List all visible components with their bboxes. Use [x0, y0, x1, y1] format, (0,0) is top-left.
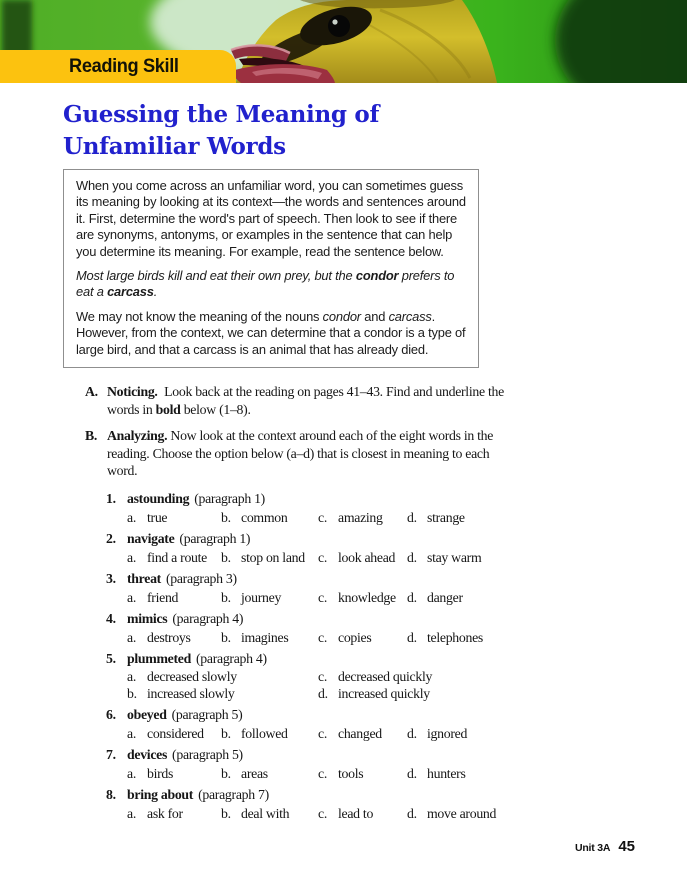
page-title	[63, 99, 639, 163]
option-text: look ahead	[338, 549, 396, 565]
item-heading	[127, 609, 639, 628]
item-paragraph-ref: (paragraph 4)	[195, 650, 267, 666]
option-key: c.	[318, 589, 327, 605]
options-row	[127, 764, 639, 783]
option-key: d.	[407, 805, 417, 821]
option-text: increased slowly	[147, 686, 235, 702]
item-heading	[127, 489, 639, 508]
option-text: friend	[147, 589, 179, 605]
option-text: birds	[147, 765, 174, 781]
exercise-a-instruction	[85, 383, 639, 418]
option-key: b.	[221, 765, 231, 781]
option-a	[127, 724, 221, 743]
option-text: danger	[427, 589, 463, 605]
item-paragraph-ref: (paragraph 3)	[165, 570, 237, 586]
option-text: increased quickly	[338, 686, 430, 702]
page-title-line2: Unfamiliar Words	[63, 133, 286, 160]
item-number: 8.	[106, 786, 116, 802]
option-a	[127, 508, 221, 527]
option-key: c.	[318, 725, 327, 741]
option-text: lead to	[338, 805, 374, 821]
item-word: devices	[127, 746, 168, 762]
option-text: ask for	[147, 805, 183, 821]
item-paragraph-ref: (paragraph 4)	[172, 610, 244, 626]
item-heading	[127, 705, 639, 724]
option-text: decreased slowly	[147, 668, 237, 684]
intro-paragraph: When you come across an unfamiliar word, you can sometimes guess its meaning by looking at its context—the words and sentences around it. First, determine the word's part of speech. Then look to see if there are synonyms, antonyms, or examples in the sentence that can help you determine its meaning. For example, read the sentence below.	[76, 178, 466, 259]
page-number: 45	[618, 838, 635, 855]
option-key: b.	[221, 509, 231, 525]
option-key: c.	[318, 629, 327, 645]
option-key: b.	[221, 589, 231, 605]
item-options	[127, 804, 639, 823]
option-key: a.	[127, 629, 136, 645]
exercise-a-text: Noticing. Look back at the reading on pages 41–43. Find and underline the words in bold below (1–8).	[107, 384, 504, 417]
option-a	[127, 628, 221, 647]
options-row	[127, 724, 639, 743]
options-row	[127, 588, 639, 607]
options-row	[127, 628, 639, 647]
option-text: strange	[427, 509, 465, 525]
options-row	[127, 804, 639, 823]
option-text: ignored	[427, 725, 468, 741]
exercise-b-text: Analyzing. Now look at the context around each of the eight words in the reading. Choose the option below (a–d) that is closest in meaning to each word.	[107, 428, 494, 479]
option-key: a.	[127, 668, 136, 684]
option-key: b.	[221, 805, 231, 821]
option-b	[127, 685, 318, 703]
option-b	[221, 724, 318, 743]
option-key: a.	[127, 805, 136, 821]
option-text: common	[241, 509, 288, 525]
option-text: tools	[338, 765, 364, 781]
item-options	[127, 508, 639, 527]
option-key: b.	[221, 549, 231, 565]
option-text: areas	[241, 765, 268, 781]
item-options	[127, 764, 639, 783]
exercise-b-label: B.	[85, 428, 98, 444]
option-text: destroys	[147, 629, 191, 645]
item-number: 7.	[106, 746, 116, 762]
item-number: 6.	[106, 706, 116, 722]
options-row	[127, 548, 639, 567]
option-key: a.	[127, 765, 136, 781]
option-key: a.	[127, 549, 136, 565]
option-key: c.	[318, 805, 327, 821]
item-heading	[127, 649, 639, 668]
item-paragraph-ref: (paragraph 5)	[171, 706, 243, 722]
option-text: stop on land	[241, 549, 305, 565]
item-options	[127, 548, 639, 567]
item-options	[127, 628, 639, 647]
option-d	[407, 508, 639, 527]
item-word: astounding	[127, 490, 190, 506]
option-text: stay warm	[427, 549, 482, 565]
bird-eye	[328, 15, 350, 37]
item-heading	[127, 785, 639, 804]
option-key: d.	[407, 725, 417, 741]
option-c	[318, 764, 407, 783]
option-key: d.	[407, 629, 417, 645]
option-key: a.	[127, 589, 136, 605]
item-word: threat	[127, 570, 161, 586]
item-number: 3.	[106, 570, 116, 586]
option-b	[221, 764, 318, 783]
exercise-item	[106, 649, 639, 703]
option-key: d.	[407, 549, 417, 565]
exercise-item	[106, 705, 639, 743]
options-row	[127, 668, 639, 686]
banner-label: Reading Skill	[68, 55, 179, 77]
option-b	[221, 628, 318, 647]
option-c	[318, 588, 407, 607]
option-d	[407, 628, 639, 647]
exercise-item	[106, 529, 639, 567]
option-a	[127, 548, 221, 567]
option-key: d.	[407, 765, 417, 781]
exercise-b-instruction	[85, 427, 639, 480]
unit-label: Unit 3A	[574, 842, 611, 854]
item-paragraph-ref: (paragraph 7)	[198, 786, 269, 802]
option-text: followed	[241, 725, 288, 741]
option-key: c.	[318, 549, 327, 565]
option-b	[221, 548, 318, 567]
option-d	[407, 764, 639, 783]
option-key: d.	[318, 686, 328, 702]
option-a	[127, 668, 318, 686]
item-heading	[127, 745, 639, 764]
option-text: copies	[338, 629, 372, 645]
page-title-line1: Guessing the Meaning of	[63, 101, 380, 128]
item-options	[127, 588, 639, 607]
item-heading	[127, 569, 639, 588]
item-number: 2.	[106, 530, 116, 546]
exercise-item	[106, 609, 639, 647]
option-c	[318, 668, 639, 686]
page-content	[0, 83, 687, 825]
option-a	[127, 764, 221, 783]
option-key: a.	[127, 509, 136, 525]
item-word: navigate	[127, 530, 175, 546]
page-footer	[575, 838, 635, 855]
option-d	[407, 724, 639, 743]
option-c	[318, 548, 407, 567]
exercise-item	[106, 489, 639, 527]
option-c	[318, 804, 407, 823]
item-paragraph-ref: (paragraph 1)	[194, 490, 265, 506]
item-number: 4.	[106, 610, 116, 626]
option-c	[318, 724, 407, 743]
option-key: b.	[221, 725, 231, 741]
option-key: d.	[407, 509, 417, 525]
option-text: imagines	[241, 629, 289, 645]
item-word: plummeted	[127, 650, 191, 666]
option-b	[221, 588, 318, 607]
example-sentence: Most large birds kill and eat their own prey, but the condor prefers to eat a carcass.	[76, 268, 455, 300]
item-number: 1.	[106, 490, 116, 506]
option-text: journey	[241, 589, 282, 605]
option-text: telephones	[427, 629, 484, 645]
option-text: deal with	[241, 805, 290, 821]
option-text: decreased quickly	[338, 668, 433, 684]
option-key: b.	[221, 629, 231, 645]
option-text: true	[147, 509, 168, 525]
option-text: move around	[427, 805, 497, 821]
option-c	[318, 508, 407, 527]
option-text: find a route	[147, 549, 207, 565]
option-text: considered	[147, 725, 204, 741]
option-key: d.	[407, 589, 417, 605]
item-paragraph-ref: (paragraph 1)	[179, 530, 251, 546]
option-key: c.	[318, 765, 327, 781]
item-word: obeyed	[127, 706, 167, 722]
header-photo	[0, 0, 687, 83]
option-b	[221, 804, 318, 823]
option-key: c.	[318, 668, 327, 684]
option-d	[407, 804, 639, 823]
intro-explanation: We may not know the meaning of the nouns condor and carcass. However, from the context, we can determine that a condor is a type of large bird, and that a carcass is an animal that has already died.	[76, 308, 466, 357]
exercise-item	[106, 569, 639, 607]
intro-box	[63, 169, 479, 368]
item-word: mimics	[127, 610, 168, 626]
item-options	[127, 724, 639, 743]
option-text: hunters	[427, 765, 466, 781]
option-text: knowledge	[338, 589, 396, 605]
option-c	[318, 628, 407, 647]
exercise-b-items	[106, 489, 639, 823]
option-d	[407, 548, 639, 567]
option-b	[221, 508, 318, 527]
item-word: bring about	[127, 786, 194, 802]
option-key: a.	[127, 725, 136, 741]
option-text: changed	[338, 725, 382, 741]
option-key: b.	[127, 686, 137, 702]
exercise-item	[106, 745, 639, 783]
option-a	[127, 588, 221, 607]
exercise-instructions	[63, 383, 639, 480]
background-shadow	[555, 0, 687, 83]
option-d	[407, 588, 639, 607]
exercise-a-label: A.	[85, 384, 98, 400]
option-d	[318, 685, 639, 703]
item-paragraph-ref: (paragraph 5)	[172, 746, 243, 762]
exercise-item	[106, 785, 639, 823]
options-row	[127, 685, 639, 703]
option-a	[127, 804, 221, 823]
options-row	[127, 508, 639, 527]
item-number: 5.	[106, 650, 116, 666]
item-heading	[127, 529, 639, 548]
reading-skill-banner	[0, 50, 236, 83]
item-options	[127, 668, 639, 703]
option-key: c.	[318, 509, 327, 525]
option-text: amazing	[338, 509, 383, 525]
